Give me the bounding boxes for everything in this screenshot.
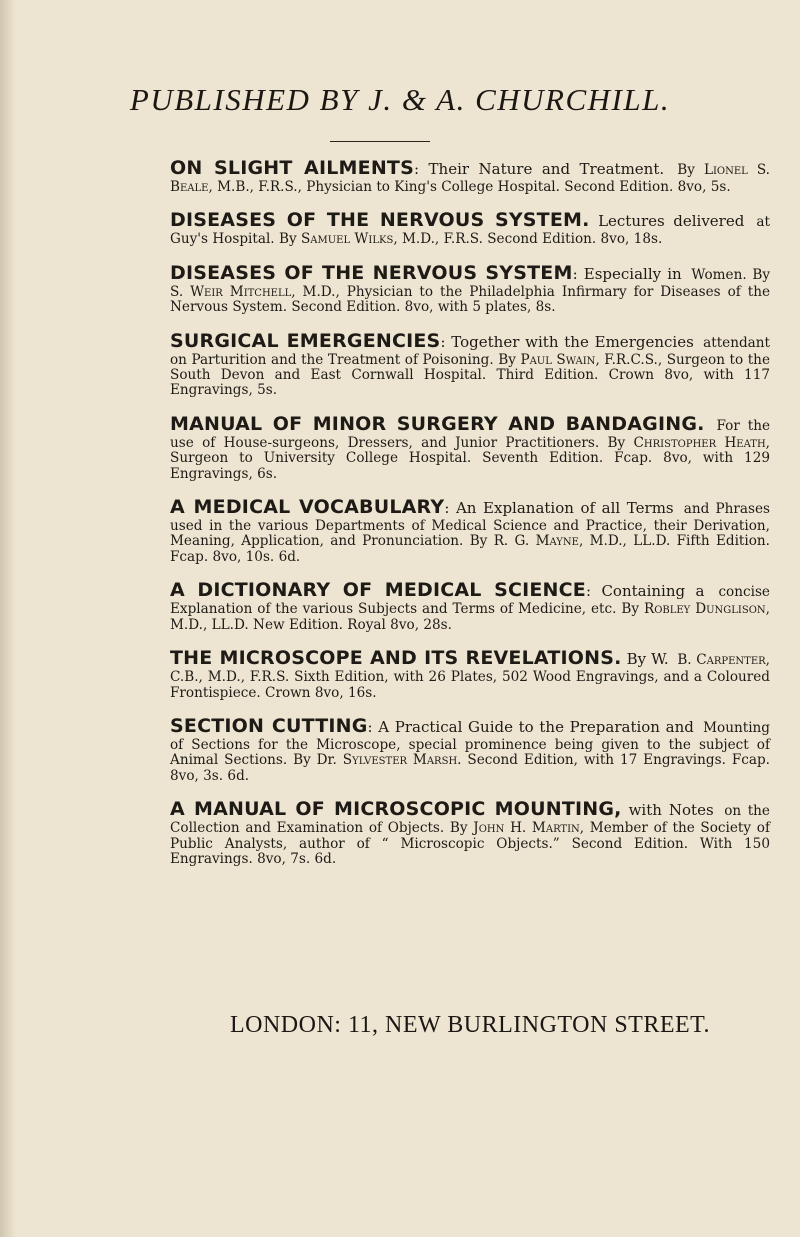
- book-subtitle: : Their Nature and Treatment.: [413, 160, 665, 178]
- book-entry: [170, 157, 770, 195]
- book-details: , M.B., F.R.S., Physician to King's College Hospital. Second Edition. 8vo, 5s.: [208, 179, 731, 195]
- book-subtitle: : A Practical Guide to the Preparation and: [367, 717, 694, 736]
- publisher-address: LONDON: 11, NEW BURLINGTON STREET.: [229, 1012, 711, 1038]
- book-title: THE MICROSCOPE AND ITS REVELATIONS.: [170, 647, 622, 670]
- book-description: By: [677, 162, 704, 178]
- book-details: , Surgeon to University College Hospital. Seventh Edition. Fcap. 8vo, with 129 Engravings, 6s.: [170, 434, 770, 482]
- book-entry: [170, 579, 770, 633]
- book-entry: [170, 798, 770, 867]
- book-entry: [170, 262, 770, 316]
- book-list: [170, 157, 770, 881]
- book-subtitle: : An Explanation of all Terms: [444, 499, 674, 518]
- book-entry: [170, 413, 770, 482]
- book-subtitle: : Together with the Emergencies: [440, 332, 694, 351]
- book-author: Christopher Heath: [633, 434, 766, 451]
- book-details: . Second Edition, with 17 Engravings. Fcap. 8vo, 3s. 6d.: [170, 752, 770, 784]
- book-description: at Guy's Hospital. By: [170, 214, 770, 248]
- book-description: Mounting of Sections for the Microscope, special prominence being given to the subject of Animal Sections. By Dr.: [170, 719, 771, 769]
- book-title: A DICTIONARY OF MEDICAL SCIENCE: [170, 579, 586, 602]
- book-description: Women. By: [691, 266, 771, 283]
- book-description: B.: [677, 652, 697, 669]
- book-title: DISEASES OF THE NERVOUS SYSTEM: [170, 261, 573, 284]
- book-title: A MANUAL OF MICROSCOPIC MOUNTING,: [170, 798, 622, 821]
- book-description: attendant on Parturition and the Treatment of Poisoning. By: [170, 334, 770, 368]
- book-title: ON SLIGHT AILMENTS: [170, 157, 414, 179]
- book-entry: [170, 715, 770, 784]
- book-description: on the Collection and Examination of Objects. By: [170, 803, 770, 837]
- book-title: A MEDICAL VOCABULARY: [170, 496, 445, 519]
- book-details: , M.D., LL.D. New Edition. Royal 8vo, 28s.: [170, 601, 770, 633]
- book-title: MANUAL OF MINOR SURGERY AND BANDAGING.: [170, 412, 705, 435]
- book-author: Samuel Wilks: [300, 231, 394, 248]
- publisher-header: PUBLISHED BY J. & A. CHURCHILL.: [129, 82, 671, 117]
- book-author: S. Weir Mitchell: [170, 283, 292, 300]
- book-entry: [170, 330, 770, 399]
- book-title: SURGICAL EMERGENCIES: [170, 329, 441, 352]
- book-subtitle: By W.: [621, 650, 669, 669]
- book-title: DISEASES OF THE NERVOUS SYSTEM.: [170, 209, 590, 232]
- book-entry: [170, 496, 770, 565]
- book-subtitle: with Notes: [621, 801, 714, 820]
- book-subtitle: Lectures delivered: [589, 212, 745, 231]
- book-subtitle: : Containing a: [585, 582, 705, 601]
- book-author: Sylvester Marsh: [342, 752, 458, 769]
- book-subtitle: : Especially in: [572, 264, 682, 283]
- book-author: Carpenter: [696, 652, 766, 669]
- book-details: , M.D., LL.D. Fifth Edition. Fcap. 8vo, 10s. 6d.: [170, 533, 771, 565]
- book-author: Lionel S. Beale: [170, 162, 771, 195]
- book-details: , M.D., Physician to the Philadelphia Infirmary for Diseases of the Nervous System. Second Edition. 8vo, with 5 plates, 8s.: [170, 283, 770, 316]
- book-author: John H. Martin: [473, 820, 580, 837]
- book-title: SECTION CUTTING: [170, 714, 368, 737]
- book-details: , F.R.C.S., Surgeon to the South Devon and East Cornwall Hospital. Third Edition. Crown 8vo, with 117 Engravings, 5s.: [170, 351, 770, 399]
- book-description: concise Explanation of the various Subjects and Terms of Medicine, etc. By: [170, 584, 770, 618]
- book-details: , M.D., F.R.S. Second Edition. 8vo, 18s.: [393, 231, 663, 248]
- book-description: and Phrases used in the various Departments of Medical Science and Practice, their Derivation, Meaning, Application, and Pronunciation. By: [170, 501, 770, 550]
- book-details: , C.B., M.D., F.R.S. Sixth Edition, with 26 Plates, 502 Wood Engravings, and a Coloured Frontispiece. Crown 8vo, 16s.: [170, 652, 770, 701]
- book-entry: [170, 647, 770, 701]
- book-entry: [170, 209, 770, 247]
- book-author: R. G. Mayne: [493, 533, 579, 550]
- header-rule: [330, 141, 430, 142]
- book-author: Paul Swain: [520, 351, 596, 368]
- book-author: Robley Dunglison: [643, 601, 766, 618]
- page-binding-edge: [0, 0, 16, 1237]
- book-details: , Member of the Society of Public Analysts, author of “ Microscopic Objects.” Second Edition. With 150 Engravings. 8vo, 7s. 6d.: [170, 820, 770, 867]
- book-description: For the use of House-surgeons, Dressers, and Junior Practitioners. By: [170, 417, 770, 451]
